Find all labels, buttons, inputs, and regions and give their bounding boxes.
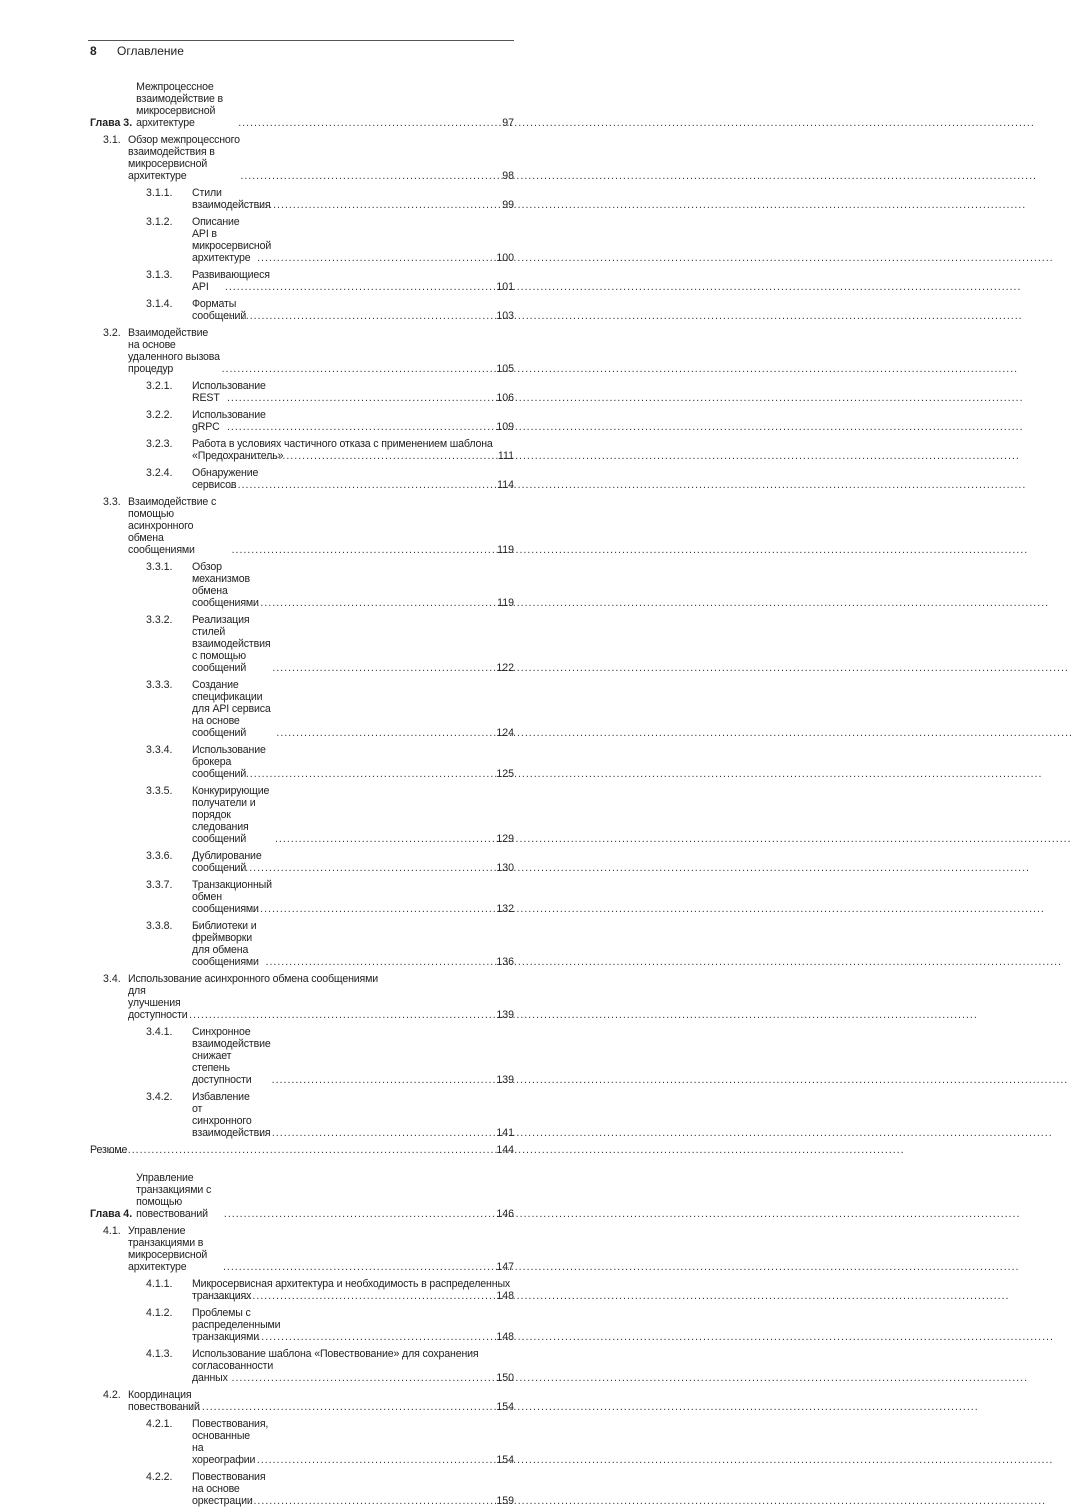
dot-leader xyxy=(256,1127,494,1139)
toc-page-number: 148 xyxy=(496,1331,514,1343)
dot-leader xyxy=(230,199,501,211)
toc-page-number: 106 xyxy=(496,392,514,404)
toc-entry-number: 3.2.2. xyxy=(146,409,173,421)
dot-leader xyxy=(246,768,494,780)
toc-entry-number: Глава 3. xyxy=(90,117,133,129)
toc-entry-number: 4.1. xyxy=(103,1225,121,1237)
dot-leader xyxy=(253,597,496,609)
dot-leader xyxy=(182,1401,494,1413)
toc-entry-number: 3.1.1. xyxy=(146,187,173,199)
toc-page-number: 111 xyxy=(497,450,514,462)
toc-entry-number: 3.1. xyxy=(103,134,121,146)
dot-leader xyxy=(224,1208,494,1220)
toc-entry-title: Взаимодействие с помощью асинхронного обмена сообщениями xyxy=(128,496,217,556)
running-header xyxy=(90,44,390,58)
toc-entry-number: 4.1.2. xyxy=(146,1307,173,1319)
toc-entry-title: Описание API в микросервисной архитектуре xyxy=(192,216,272,264)
toc-entry[interactable] xyxy=(90,322,514,375)
toc-page-number: 103 xyxy=(496,310,514,322)
toc-entry[interactable] xyxy=(90,1384,514,1413)
dot-leader xyxy=(257,1331,494,1343)
toc-entry[interactable] xyxy=(90,1413,514,1466)
toc-entry-number: 3.1.2. xyxy=(146,216,173,228)
toc-entry-title: Резюме xyxy=(90,1144,128,1156)
toc-page-number: 129 xyxy=(496,833,514,845)
dot-leader xyxy=(250,1495,495,1507)
dot-leader xyxy=(240,170,500,182)
toc-entry-number: 3.3.3. xyxy=(146,679,173,691)
dot-leader xyxy=(257,1454,495,1466)
toc-entry[interactable] xyxy=(90,780,514,845)
toc-page-number: 146 xyxy=(496,1208,514,1220)
toc-page-number: 101 xyxy=(496,281,514,293)
toc-entry[interactable] xyxy=(90,674,514,739)
toc-page-number: 119 xyxy=(497,544,514,556)
toc-entry-number: 3.3.4. xyxy=(146,744,173,756)
toc-entry[interactable] xyxy=(90,491,514,556)
toc-page-number: 150 xyxy=(496,1372,514,1384)
toc-entry-number: 4.2.2. xyxy=(146,1471,173,1483)
dot-leader xyxy=(226,310,494,322)
toc-entry[interactable] xyxy=(90,609,514,674)
running-title: Оглавление xyxy=(117,44,184,58)
toc-entry[interactable] xyxy=(90,404,514,433)
toc-entry-number: 3.3.6. xyxy=(146,850,173,862)
toc-entry[interactable] xyxy=(90,556,514,609)
toc-entry[interactable] xyxy=(90,129,514,182)
toc-entry-title: Межпроцессное взаимодействие в микросервисной архитектуре xyxy=(136,81,224,129)
toc-entry-title: Использование REST xyxy=(192,380,266,404)
toc-entry[interactable] xyxy=(90,1273,514,1302)
toc-entry-title: Форматы сообщений xyxy=(192,298,247,322)
dot-leader xyxy=(223,450,496,462)
toc-entry[interactable] xyxy=(90,874,514,915)
toc-entry[interactable] xyxy=(90,462,514,491)
toc-entry-title: Использование шаблона «Повествование» для сохранения xyxy=(192,1348,479,1360)
dot-leader xyxy=(232,544,496,556)
dot-leader xyxy=(266,956,495,968)
toc-entry-title: Микросервисная архитектура и необходимость в распределенных xyxy=(192,1278,511,1290)
toc-entry-title: Дублирование сообщений xyxy=(192,850,262,874)
dot-leader xyxy=(276,727,494,739)
toc-entry-number: 3.3.1. xyxy=(146,561,173,573)
dot-leader xyxy=(213,1290,494,1302)
toc-page-number: 97 xyxy=(502,117,514,129)
toc-entry[interactable] xyxy=(90,375,514,404)
toc-entry-title: «Предохранитель» xyxy=(192,450,284,462)
toc-entry-number: 3.2.1. xyxy=(146,380,173,392)
dot-leader xyxy=(222,363,495,375)
toc-entry-number: 3.2.4. xyxy=(146,467,173,479)
dot-leader xyxy=(233,862,494,874)
toc-page-number: 141 xyxy=(496,1127,514,1139)
toc-entry-title: Использование брокера сообщений xyxy=(192,744,266,780)
toc-entry-title: Управление транзакциями в микросервисной архитектуре xyxy=(128,1225,208,1273)
toc-entry-title: Обнаружение сервисов xyxy=(192,467,259,491)
toc-page-number: 98 xyxy=(502,170,514,182)
toc-entry[interactable] xyxy=(90,1466,514,1507)
toc-page-number: 125 xyxy=(496,768,514,780)
toc-entry[interactable] xyxy=(90,433,514,462)
dot-leader xyxy=(275,833,494,845)
toc-entry-title: Взаимодействие на основе удаленного вызова процедур xyxy=(128,327,220,375)
toc-page-number: 122 xyxy=(496,662,514,674)
toc-entry-title: Координация повествований xyxy=(128,1389,200,1413)
toc-entry-number: 4.1.3. xyxy=(146,1348,173,1360)
toc-entry-title: Синхронное взаимодействие снижает степень доступности xyxy=(192,1026,271,1086)
toc-entry-title: Библиотеки и фреймворки для обмена сообщениями xyxy=(192,920,259,968)
toc-entry-number: 3.4.2. xyxy=(146,1091,173,1103)
toc-page-number: 124 xyxy=(496,727,514,739)
toc-entry-title: Реализация стилей взаимодействия с помощью сообщений xyxy=(192,614,271,674)
toc-entry-number: 4.1.1. xyxy=(146,1278,173,1290)
toc-entry-number: 3.2.3. xyxy=(146,438,173,450)
toc-entry-number: 3.3.7. xyxy=(146,879,173,891)
dot-leader xyxy=(257,252,494,264)
toc-page-number: 148 xyxy=(496,1290,514,1302)
toc-entry-number: 3.3. xyxy=(103,496,121,508)
toc-page-number: 109 xyxy=(496,421,514,433)
toc-page-number: 119 xyxy=(497,597,514,609)
toc-entry-title: Развивающиеся API xyxy=(192,269,270,293)
toc-entry-title: Проблемы с распределенными транзакциями xyxy=(192,1307,281,1343)
toc-entry[interactable] xyxy=(90,845,514,874)
toc-entry-number: 3.4.1. xyxy=(146,1026,173,1038)
dot-leader xyxy=(248,903,494,915)
toc-entry-title: Избавление от синхронного взаимодействия xyxy=(192,1091,271,1139)
toc-page-number: 154 xyxy=(496,1454,514,1466)
toc-page-number: 105 xyxy=(496,363,514,375)
toc-summary[interactable] xyxy=(90,1139,514,1156)
toc-page-number: 100 xyxy=(496,252,514,264)
toc-entry-title: для улучшения доступности xyxy=(128,985,188,1021)
dot-leader xyxy=(272,662,494,674)
dot-leader xyxy=(227,421,494,433)
dot-leader xyxy=(225,281,494,293)
toc-entry[interactable] xyxy=(90,1343,514,1384)
dot-leader xyxy=(223,1261,494,1273)
toc-entry-title: Создание спецификации для API сервиса на основе сообщений xyxy=(192,679,271,739)
toc-entry-number: 3.3.8. xyxy=(146,920,173,932)
toc-entry-title: Обзор межпроцессного взаимодействия в микросервисной архитектуре xyxy=(128,134,240,182)
toc-entry[interactable] xyxy=(90,1302,514,1343)
toc-entry-number: 3.1.3. xyxy=(146,269,173,281)
dot-leader xyxy=(272,1074,495,1086)
toc-entry-number: 3.2. xyxy=(103,327,121,339)
toc-entry-title: Работа в условиях частичного отказа с применением шаблона xyxy=(192,438,493,450)
toc-page-number: 136 xyxy=(496,956,514,968)
toc-entry[interactable] xyxy=(90,264,514,293)
toc-entry[interactable] xyxy=(90,739,514,780)
toc-chapter[interactable] xyxy=(90,76,514,129)
dot-leader xyxy=(232,1372,495,1384)
toc-entry-title: Повествования, основанные на хореографии xyxy=(192,1418,269,1466)
toc-entry-title: Транзакционный обмен сообщениями xyxy=(192,879,272,915)
toc-entry-number: 3.4. xyxy=(103,973,121,985)
table-of-contents xyxy=(90,76,514,1507)
toc-entry-title: транзакциях xyxy=(192,1290,252,1302)
toc-entry-title: Стили взаимодействия xyxy=(192,187,271,211)
toc-entry-title: согласованности данных xyxy=(192,1360,274,1384)
toc-entry-title: Обзор механизмов обмена сообщениями xyxy=(192,561,259,609)
toc-entry-title: Использование gRPC xyxy=(192,409,266,433)
toc-page-number: 154 xyxy=(496,1401,514,1413)
toc-page-number: 130 xyxy=(496,862,514,874)
toc-entry-number: 3.3.5. xyxy=(146,785,173,797)
dot-leader xyxy=(230,479,495,491)
toc-entry-number: Глава 4. xyxy=(90,1208,133,1220)
toc-page-number: 132 xyxy=(496,903,514,915)
dot-leader xyxy=(181,1009,494,1021)
toc-page-number: 144 xyxy=(496,1144,514,1156)
toc-entry-title: Конкурирующие получатели и порядок следования сообщений xyxy=(192,785,270,845)
toc-entry[interactable] xyxy=(90,915,514,968)
toc-entry-number: 3.1.4. xyxy=(146,298,173,310)
toc-entry-title: Управление транзакциями с помощью повествований xyxy=(136,1172,212,1220)
header-rule xyxy=(88,40,514,41)
toc-entry-title: Использование асинхронного обмена сообщениями xyxy=(128,973,379,985)
toc-page-number: 99 xyxy=(502,199,514,211)
toc-page-number: 159 xyxy=(496,1495,514,1507)
toc-entry[interactable] xyxy=(90,182,514,211)
toc-entry-title: Повествования на основе оркестрации xyxy=(192,1471,266,1507)
dot-leader xyxy=(238,117,500,129)
toc-entry[interactable] xyxy=(90,1021,514,1086)
dot-leader xyxy=(108,1144,494,1156)
toc-page-number: 114 xyxy=(497,479,514,491)
toc-page-number: 139 xyxy=(496,1009,514,1021)
toc-entry[interactable] xyxy=(90,1086,514,1139)
toc-entry[interactable] xyxy=(90,293,514,322)
toc-entry-number: 4.2.1. xyxy=(146,1418,173,1430)
page-number: 8 xyxy=(90,44,97,58)
toc-chapter[interactable] xyxy=(90,1167,514,1220)
toc-entry-number: 3.3.2. xyxy=(146,614,173,626)
dot-leader xyxy=(227,392,494,404)
toc-entry[interactable] xyxy=(90,211,514,264)
toc-page-number: 139 xyxy=(496,1074,514,1086)
toc-entry[interactable] xyxy=(90,968,514,1021)
toc-entry[interactable] xyxy=(90,1220,514,1273)
toc-entry-number: 4.2. xyxy=(103,1389,121,1401)
toc-page-number: 147 xyxy=(496,1261,514,1273)
